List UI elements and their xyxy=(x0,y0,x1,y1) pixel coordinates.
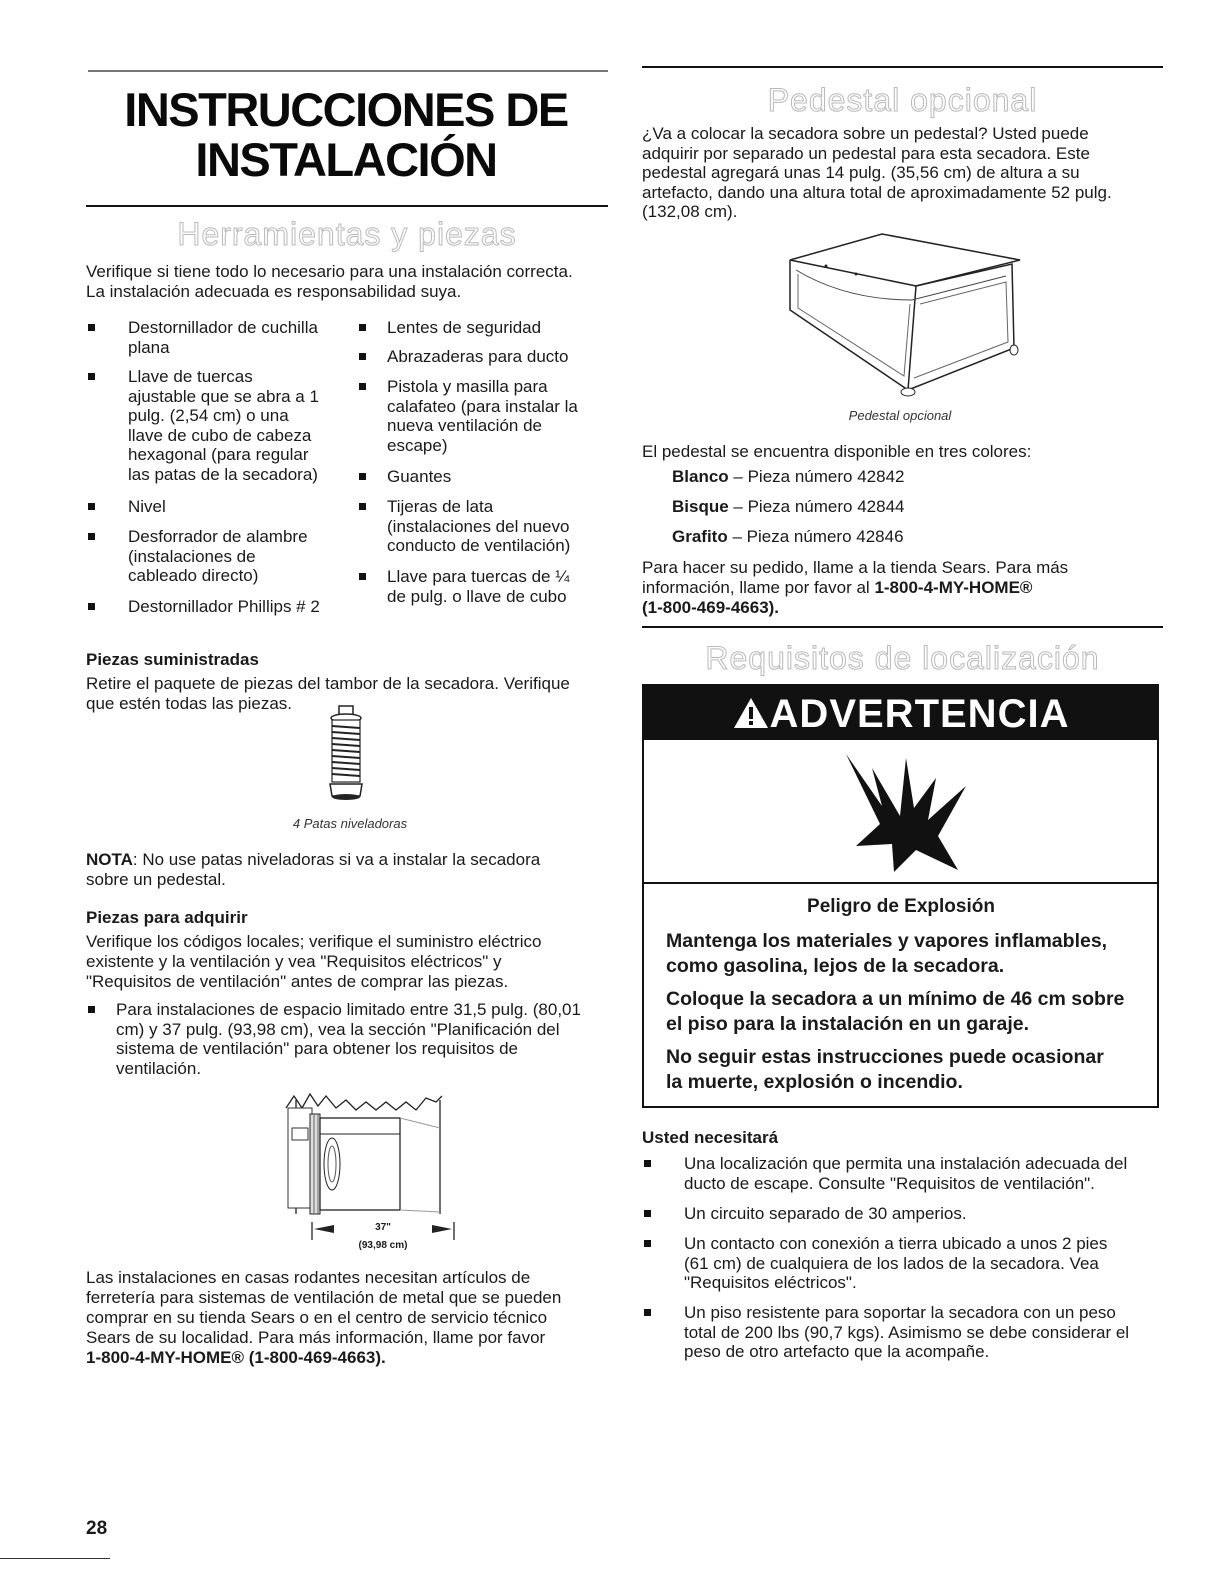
pedestal-text-line: ¿Va a colocar la secadora sobre un pedestal? Usted puede xyxy=(642,124,1089,143)
tool-line: Destornillador de cuchilla xyxy=(128,318,318,337)
need-item-line: Un contacto con conexión a tierra ubicado a unos 2 pies xyxy=(684,1234,1108,1253)
color-part-number: – Pieza número 42844 xyxy=(728,497,905,516)
tool-line: Nivel xyxy=(128,497,166,516)
page-title-line-1: INSTRUCCIONES DE xyxy=(124,83,568,136)
warning-line: No seguir estas instrucciones puede ocasionar xyxy=(666,1046,1104,1068)
tool-item xyxy=(86,527,308,586)
acquire-line-3: "Requisitos de ventilación" antes de comprar las piezas. xyxy=(86,972,509,991)
nota-line-1 xyxy=(86,850,540,870)
color-name: Grafito xyxy=(672,527,728,546)
pedestal-text-line: (132,08 cm). xyxy=(642,202,738,221)
tool-line: hexagonal (para regular xyxy=(128,445,309,464)
section-rule-location xyxy=(642,626,1163,628)
page-number: 28 xyxy=(86,1518,108,1539)
tools-intro-line-1: Verifique si tiene todo lo necesario para una instalación correcta. xyxy=(86,262,573,281)
tool-item xyxy=(86,367,319,484)
warning-line: como gasolina, lejos de la secadora. xyxy=(666,955,1005,977)
mobile-home-line-2: ferretería para sistemas de ventilación de metal que se pueden xyxy=(86,1288,562,1307)
warning-line: Coloque la secadora a un mínimo de 46 cm sobre xyxy=(666,988,1125,1010)
tool-line: escape) xyxy=(387,435,448,455)
acquire-bullet xyxy=(86,1000,581,1078)
warning-title: ADVERTENCIA xyxy=(769,692,1070,736)
tool-line: calafateo (para instalar la xyxy=(387,396,578,416)
tool-item xyxy=(357,377,578,455)
leveling-leg-illustration xyxy=(326,704,366,804)
tool-line: (instalaciones del nuevo xyxy=(387,516,570,536)
acquire-line-2: existente y la ventilación y vea "Requisitos eléctricos" y xyxy=(86,952,502,971)
heading-parts-to-acquire: Piezas para adquirir xyxy=(86,908,248,927)
nota-text: : No use patas niveladoras si va a instalar la secadora xyxy=(132,850,541,869)
explosion-icon xyxy=(842,750,972,876)
mobile-home-phone: 1-800-4-MY-HOME® (1-800-469-4663). xyxy=(86,1348,386,1367)
color-white xyxy=(672,467,904,487)
color-name: Bisque xyxy=(672,497,729,516)
tool-item xyxy=(357,318,541,338)
acquire-bullet-line: sistema de ventilación" para obtener los requisitos de xyxy=(116,1039,518,1058)
tool-item xyxy=(357,347,568,367)
top-rule-left xyxy=(88,70,608,72)
acquire-bullet-line: ventilación. xyxy=(116,1058,202,1078)
color-bisque xyxy=(672,497,904,517)
warning-hazard: Peligro de Explosión xyxy=(807,896,995,917)
warning-box xyxy=(642,684,1159,1108)
tool-line: Lentes de seguridad xyxy=(387,318,542,337)
pedestal-text-line: adquirir por separado un pedestal para esta secadora. Este xyxy=(642,143,1090,163)
recessed-dryer-illustration xyxy=(280,1088,450,1216)
heading-location-requirements: Requisitos de localización xyxy=(705,640,1100,676)
tool-item xyxy=(357,567,569,606)
leveling-legs-caption: 4 Patas niveladoras xyxy=(292,816,408,831)
tool-item xyxy=(86,597,320,617)
need-item xyxy=(642,1234,1107,1293)
need-item-line: Un circuito separado de 30 amperios. xyxy=(684,1204,967,1223)
tool-item xyxy=(357,497,570,556)
page-title-line-2: INSTALACIÓN xyxy=(195,133,497,186)
supplied-line-2: que estén todas las piezas. xyxy=(86,694,293,713)
need-item-line: Un piso resistente para soportar la secadora con un peso xyxy=(684,1303,1116,1322)
pedestal-caption: Pedestal opcional xyxy=(848,408,952,423)
order-line-2 xyxy=(642,578,1032,598)
heading-optional-pedestal: Pedestal opcional xyxy=(767,82,1038,118)
need-item-line: Una localización que permita una instalación adecuada del xyxy=(684,1154,1128,1173)
heading-you-will-need: Usted necesitará xyxy=(642,1128,779,1147)
warning-line: Mantenga los materiales y vapores inflamables, xyxy=(666,930,1108,952)
tool-line: pulg. (2,54 cm) o una xyxy=(128,406,289,425)
dimension-inches: 37" xyxy=(375,1222,391,1233)
color-name: Blanco xyxy=(672,467,729,486)
tool-line: (instalaciones de xyxy=(128,546,256,566)
need-item xyxy=(642,1154,1127,1193)
tool-line: Destornillador Phillips # 2 xyxy=(128,597,320,616)
need-item-line: (61 cm) de cualquiera de los lados de la secadora. Vea xyxy=(684,1253,1099,1273)
tool-line: las patas de la secadora) xyxy=(128,464,318,484)
acquire-line-1: Verifique los códigos locales; verifique el suministro eléctrico xyxy=(86,932,542,951)
warning-line: la muerte, explosión o incendio. xyxy=(666,1071,963,1093)
dimension-cm: (93,98 cm) xyxy=(358,1240,408,1251)
pedestal-text-line: pedestal agregará unas 14 pulg. (35,56 cm) de altura a su xyxy=(642,163,1080,182)
need-item-line: peso de otro artefacto que la acompañe. xyxy=(684,1342,990,1361)
need-item xyxy=(642,1303,1129,1362)
tool-line: plana xyxy=(128,337,170,357)
supplied-line-1: Retire el paquete de piezas del tambor de la secadora. Verifique xyxy=(86,674,570,693)
tool-line: de pulg. o llave de cubo xyxy=(387,586,567,606)
tool-item xyxy=(357,467,451,487)
tool-line: Llave para tuercas de ¼ xyxy=(387,567,570,586)
tool-line: Llave de tuercas xyxy=(128,367,253,386)
need-item-line: ducto de escape. Consulte "Requisitos de ventilación". xyxy=(684,1173,1095,1193)
tool-line: Desforrador de alambre xyxy=(128,527,308,546)
tools-intro-line-2: La instalación adecuada es responsabilidad suya. xyxy=(86,282,462,301)
warning-triangle-icon xyxy=(732,696,770,730)
tool-line: ajustable que se abra a 1 xyxy=(128,386,319,406)
need-item-line: total de 200 lbs (90,7 kgs). Asimismo se debe considerar el xyxy=(684,1322,1130,1342)
tool-line: Pistola y masilla para xyxy=(387,377,548,396)
tool-line: llave de cubo de cabeza xyxy=(128,425,312,445)
need-item xyxy=(642,1204,967,1224)
order-line-1: Para hacer su pedido, llame a la tienda Sears. Para más xyxy=(642,558,1069,577)
warning-line: el piso para la instalación en un garaje. xyxy=(666,1013,1030,1035)
nota-line-2: sobre un pedestal. xyxy=(86,870,226,889)
warning-banner xyxy=(644,686,1157,740)
nota-label: NOTA xyxy=(86,850,133,869)
pedestal-text-line: artefacto, dando una altura total de aproximadamente 52 pulg. xyxy=(642,182,1112,202)
mobile-home-line-1: Las instalaciones en casas rodantes necesitan artículos de xyxy=(86,1268,531,1287)
tool-item xyxy=(86,318,318,357)
tool-line: Guantes xyxy=(387,467,452,486)
acquire-bullet-line: Para instalaciones de espacio limitado entre 31,5 pulg. (80,01 xyxy=(116,1000,581,1019)
order-phone-number: (1-800-469-4663). xyxy=(642,598,780,617)
pedestal-text xyxy=(642,124,1112,222)
mobile-home-line-4: Sears de su localidad. Para más información, llame por favor xyxy=(86,1328,546,1347)
need-item-line: "Requisitos eléctricos". xyxy=(684,1273,857,1292)
acquire-bullet-line: cm) y 37 pulg. (93,98 cm), vea la sección "Planificación del xyxy=(116,1019,560,1039)
heading-supplied-parts: Piezas suministradas xyxy=(86,650,259,669)
warning-separator xyxy=(644,882,1157,884)
order-phone-word: 1-800-4-MY-HOME® xyxy=(874,578,1033,597)
tool-line: conducto de ventilación) xyxy=(387,536,571,555)
section-rule-tools xyxy=(86,205,608,207)
pedestal-illustration xyxy=(786,230,1026,400)
order-text: información, llame por favor al xyxy=(642,578,875,597)
top-rule-right xyxy=(642,66,1163,68)
heading-tools-and-parts: Herramientas y piezas xyxy=(177,216,517,252)
footer-rule xyxy=(0,1558,110,1559)
color-part-number: – Pieza número 42842 xyxy=(728,467,905,486)
colors-intro: El pedestal se encuentra disponible en tres colores: xyxy=(642,442,1032,461)
tool-item xyxy=(86,497,166,517)
color-part-number: – Pieza número 42846 xyxy=(727,527,904,546)
color-graphite xyxy=(672,527,904,547)
mobile-home-line-3: comprar en su tienda Sears o en el centro de servicio técnico xyxy=(86,1308,548,1327)
tool-line: Abrazaderas para ducto xyxy=(387,347,569,366)
tool-line: Tijeras de lata xyxy=(387,497,494,516)
tool-line: nueva ventilación de xyxy=(387,416,543,435)
tool-line: cableado directo) xyxy=(128,566,259,585)
